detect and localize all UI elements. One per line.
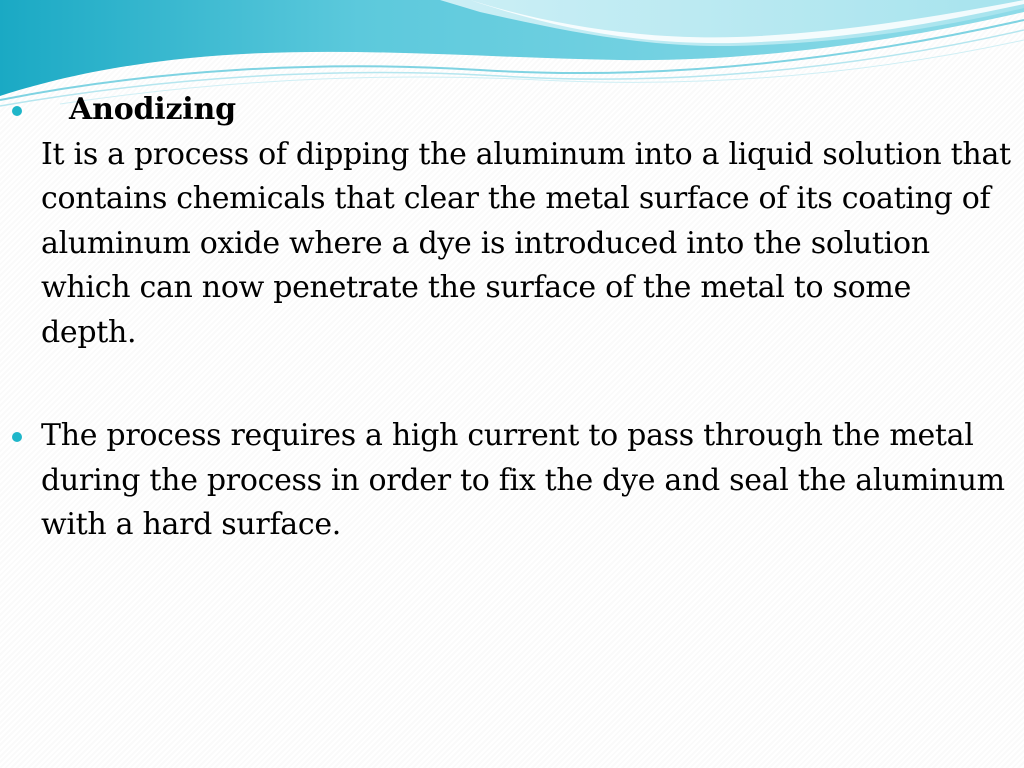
bullet-text: It is a process of dipping the aluminum into a liquid solution that contains chemicals that clear the metal surface of its coating of aluminum oxide where a dye is introduced into the solution which can now penetrate the surface of the metal to some depth.	[41, 136, 1011, 350]
bullet-item-anodizing	[0, 88, 1024, 355]
slide-content	[0, 88, 1024, 548]
bullet-dot-icon	[12, 432, 22, 442]
bullet-heading: Anodizing	[69, 92, 236, 127]
bullet-item-process	[0, 414, 1024, 548]
bullet-text: The process requires a high current to pass through the metal during the process in order to fix the dye and seal the aluminum with a hard surface.	[41, 418, 1005, 542]
bullet-dot-icon	[12, 106, 22, 116]
